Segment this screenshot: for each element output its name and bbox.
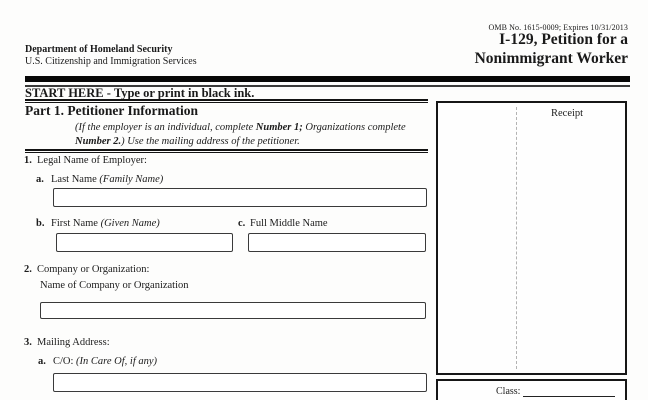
field-1a-letter: a. <box>36 174 44 185</box>
start-here-banner: START HERE - Type or print in black ink. <box>25 86 255 100</box>
field-3a-hint: (In Care Of, if any) <box>76 356 158 367</box>
field-3a-label <box>38 356 157 367</box>
field-2-number: 2. <box>24 264 32 275</box>
field-1a-text: Last Name <box>51 174 100 185</box>
field-1-text: Legal Name of Employer: <box>37 155 147 166</box>
field-3a-letter: a. <box>38 356 46 367</box>
part1-heading: Part 1. Petitioner Information <box>25 103 198 118</box>
instructions-bold-ref2: Number 2. <box>75 135 122 147</box>
field-1b-letter: b. <box>36 218 45 229</box>
instructions-text: ) Use the mailing address of the petitioner. <box>121 135 300 147</box>
company-name-input[interactable] <box>40 302 426 319</box>
field-1-label <box>24 155 147 166</box>
field-1b-hint: (Given Name) <box>100 218 160 229</box>
field-1b-label <box>36 218 160 229</box>
instructions-bold-ref1: Number 1; <box>255 122 303 133</box>
agency-subname: U.S. Citizenship and Immigration Services <box>25 56 197 67</box>
agency-name: Department of Homeland Security <box>25 44 173 55</box>
field-3a-text: C/O: <box>53 356 77 367</box>
form-title-line2: Nonimmigrant Worker <box>474 50 628 67</box>
class-label: Class: <box>496 386 521 397</box>
instructions-text: (If the employer is an individual, complete <box>75 122 256 133</box>
first-name-input[interactable] <box>56 233 233 252</box>
field-1a-hint: (Family Name) <box>99 174 164 185</box>
field-1b-text: First Name <box>51 218 101 229</box>
field-3-number: 3. <box>24 337 32 348</box>
field-1c-letter: c. <box>238 218 246 229</box>
field-1a-label <box>36 174 163 185</box>
field-2-label <box>24 264 149 275</box>
last-name-input[interactable] <box>53 188 427 207</box>
field-3-label <box>24 337 110 348</box>
class-area <box>436 379 627 400</box>
form-title-line1: I-129, Petition for a <box>499 31 628 48</box>
in-care-of-input[interactable] <box>53 373 427 392</box>
field-3-text: Mailing Address: <box>37 337 110 348</box>
field-2-sublabel: Name of Company or Organization <box>40 280 189 291</box>
field-2-text: Company or Organization: <box>37 264 150 275</box>
instructions-text: Organizations complete <box>302 122 406 133</box>
part1-heading-underline <box>25 149 428 153</box>
class-row <box>496 386 615 397</box>
field-1-number: 1. <box>24 155 32 166</box>
field-1c-text: Full Middle Name <box>250 218 328 229</box>
receipt-label: Receipt <box>551 108 584 119</box>
class-writein-line <box>523 387 615 397</box>
omb-number: OMB No. 1615-0009; Expires 10/31/2013 <box>488 23 628 32</box>
middle-name-input[interactable] <box>248 233 426 252</box>
header-divider-bar <box>25 76 630 82</box>
receipt-dashed-divider <box>516 107 517 369</box>
receipt-area <box>436 101 627 375</box>
part1-instructions <box>75 121 431 148</box>
field-1c-label <box>238 218 328 229</box>
